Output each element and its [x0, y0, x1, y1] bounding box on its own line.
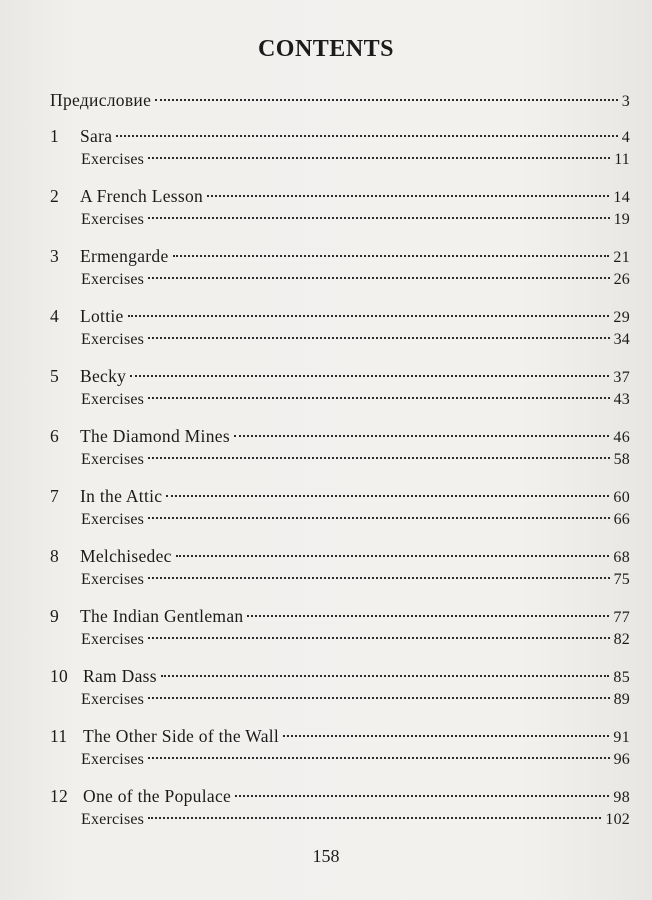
toc-entry-chapter	[50, 304, 630, 328]
toc-entry-exercises	[50, 628, 630, 652]
dot-leader	[161, 675, 610, 677]
dot-leader	[155, 99, 618, 101]
dot-leader	[247, 615, 609, 617]
toc-entry-preface	[50, 88, 630, 112]
chapter-page: 68	[613, 549, 630, 566]
chapter-page: 85	[613, 669, 630, 686]
page-number: 158	[312, 846, 340, 866]
chapter-title: Ermengarde	[80, 246, 169, 266]
dot-leader	[173, 255, 610, 257]
dot-leader	[235, 795, 609, 797]
dot-leader	[234, 435, 609, 437]
dot-leader	[148, 397, 609, 399]
toc-entry-chapter	[50, 124, 630, 148]
chapter-title: Lottie	[80, 306, 124, 326]
exercises-page: 34	[613, 331, 630, 348]
exercises-page: 26	[613, 271, 630, 288]
exercises-label: Exercises	[81, 811, 145, 828]
exercises-page: 58	[613, 451, 630, 468]
chapter-number: 1	[50, 126, 60, 146]
chapter-title: Melchisedec	[80, 546, 172, 566]
dot-leader	[176, 555, 610, 557]
chapter-number: 5	[50, 366, 60, 386]
exercises-page: 19	[613, 211, 630, 228]
chapter-page: 98	[613, 789, 630, 806]
dot-leader	[148, 277, 609, 279]
chapter-page: 14	[613, 189, 630, 206]
chapter-number: 12	[50, 786, 69, 806]
chapter-page: 77	[613, 609, 630, 626]
chapter-page: 21	[613, 249, 630, 266]
dot-leader	[128, 315, 610, 317]
chapter-title: The Diamond Mines	[80, 426, 230, 446]
toc-entry-exercises	[50, 808, 630, 832]
dot-leader	[148, 337, 609, 339]
dot-leader	[148, 517, 609, 519]
chapter-page: 46	[613, 429, 630, 446]
toc-entry-exercises	[50, 448, 630, 472]
chapter-number: 6	[50, 426, 60, 446]
toc-entry-exercises	[50, 748, 630, 772]
exercises-label: Exercises	[81, 511, 145, 528]
exercises-label: Exercises	[81, 271, 145, 288]
toc-entry-chapter	[50, 664, 630, 688]
dot-leader	[148, 637, 609, 639]
dot-leader	[148, 157, 610, 159]
chapter-page: 29	[613, 309, 630, 326]
chapter-title: The Other Side of the Wall	[83, 726, 280, 746]
chapter-page: 4	[621, 129, 630, 146]
toc-entry-exercises	[50, 568, 630, 592]
exercises-page: 11	[614, 151, 630, 168]
exercises-page: 96	[613, 751, 630, 768]
dot-leader	[207, 195, 609, 197]
toc-entry-exercises	[50, 388, 630, 412]
chapter-title: Ram Dass	[83, 666, 157, 686]
exercises-label: Exercises	[81, 571, 145, 588]
chapter-number: 9	[50, 606, 60, 626]
toc-entry-chapter	[50, 484, 630, 508]
exercises-label: Exercises	[81, 331, 145, 348]
toc-entry-page: 3	[621, 93, 630, 110]
chapter-title: Becky	[80, 366, 127, 386]
chapter-number: 7	[50, 486, 60, 506]
dot-leader	[148, 817, 601, 819]
chapter-number: 11	[50, 726, 68, 746]
chapter-title: One of the Populace	[83, 786, 232, 806]
chapter-number: 2	[50, 186, 60, 206]
exercises-page: 82	[613, 631, 630, 648]
exercises-page: 43	[613, 391, 630, 408]
dot-leader	[148, 577, 609, 579]
dot-leader	[148, 697, 609, 699]
exercises-page: 66	[613, 511, 630, 528]
dot-leader	[283, 735, 609, 737]
exercises-page: 102	[605, 811, 630, 828]
toc-entry-chapter	[50, 544, 630, 568]
toc-entry-chapter	[50, 244, 630, 268]
chapter-page: 60	[613, 489, 630, 506]
exercises-label: Exercises	[81, 211, 145, 228]
chapter-number: 4	[50, 306, 60, 326]
toc-entry-chapter	[50, 424, 630, 448]
chapter-page: 91	[613, 729, 630, 746]
chapter-title: The Indian Gentleman	[80, 606, 244, 626]
dot-leader	[148, 757, 609, 759]
toc-entry-exercises	[50, 688, 630, 712]
chapter-number: 10	[50, 666, 69, 686]
dot-leader	[166, 495, 609, 497]
toc-entry-chapter	[50, 184, 630, 208]
toc-entry-chapter	[50, 784, 630, 808]
toc-entry-exercises	[50, 328, 630, 352]
toc-entry-exercises	[50, 508, 630, 532]
toc-entry-exercises	[50, 268, 630, 292]
toc-entry-exercises	[50, 208, 630, 232]
chapter-title: In the Attic	[80, 486, 163, 506]
dot-leader	[148, 457, 609, 459]
exercises-page: 89	[613, 691, 630, 708]
dot-leader	[116, 135, 617, 137]
chapter-number: 8	[50, 546, 60, 566]
exercises-label: Exercises	[81, 151, 145, 168]
dot-leader	[130, 375, 609, 377]
exercises-label: Exercises	[81, 451, 145, 468]
chapter-title: Sara	[80, 126, 113, 146]
table-of-contents	[50, 88, 630, 832]
dot-leader	[148, 217, 609, 219]
chapter-number: 3	[50, 246, 60, 266]
exercises-label: Exercises	[81, 751, 145, 768]
exercises-label: Exercises	[81, 631, 145, 648]
chapter-page: 37	[613, 369, 630, 386]
exercises-label: Exercises	[81, 391, 145, 408]
toc-entry-chapter	[50, 724, 630, 748]
toc-entry-chapter	[50, 364, 630, 388]
toc-entry-label: Предисловие	[50, 90, 152, 110]
toc-entry-chapter	[50, 604, 630, 628]
exercises-page: 75	[613, 571, 630, 588]
toc-entry-exercises	[50, 148, 630, 172]
chapter-title: A French Lesson	[80, 186, 204, 206]
exercises-label: Exercises	[81, 691, 145, 708]
page-title: CONTENTS	[257, 36, 395, 62]
